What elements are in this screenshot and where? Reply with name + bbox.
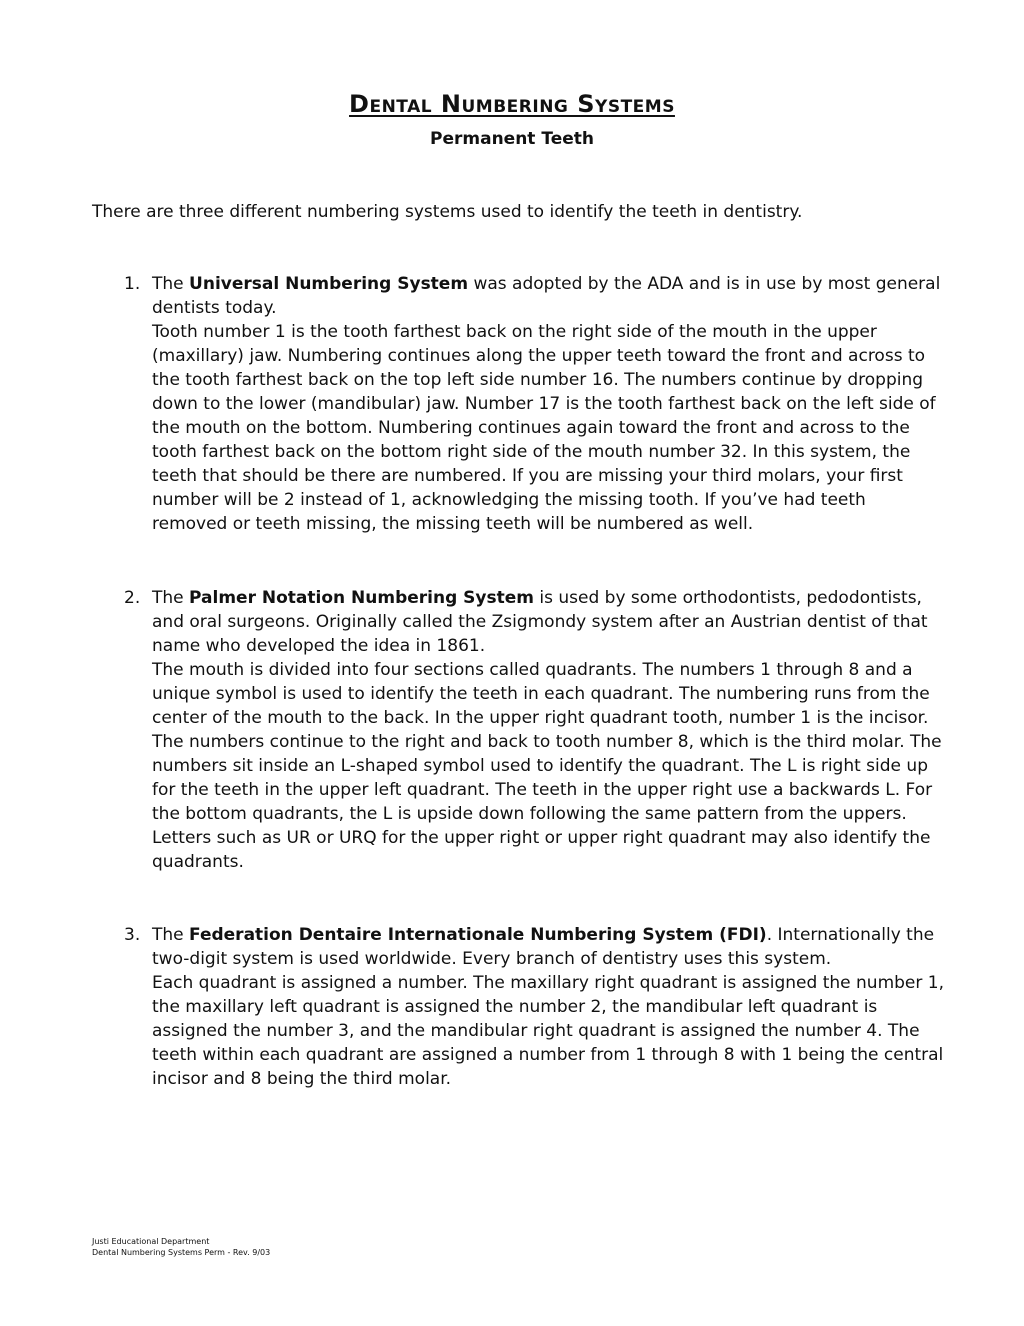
list-item-number: 1. <box>124 274 141 294</box>
footer-department: Justi Educational Department <box>92 1237 210 1246</box>
list-item-body <box>152 272 944 536</box>
lead-rest-text: is used by some orthodontists, pedodontists, and oral surgeons. Originally called the Zsigmondy system after an Austrian dentist of that name who developed the idea in 1861. <box>152 588 928 656</box>
list-item-description: Tooth number 1 is the tooth farthest back on the right side of the mouth in the upper (maxillary) jaw. Numbering continues along the upper teeth toward the front and across to the tooth farthest back on the top left side number 16. The numbers continue by dropping down to the lower (mandibular) jaw. Number 17 is the tooth farthest back on the left side of the mouth on the bottom. Numbering continues again toward the front and across to the tooth farthest back on the bottom right side of the mouth number 32. In this system, the teeth that should be there are numbered. If you are missing your third molars, your first number will be 2 instead of 1, acknowledging the missing tooth. If you’ve had teeth removed or teeth missing, the missing teeth will be numbered as well. <box>152 322 936 534</box>
list-item-body <box>152 586 944 874</box>
system-name: Universal Numbering System <box>189 274 469 294</box>
system-name: Palmer Notation Numbering System <box>189 588 534 608</box>
lead-rest-text: was adopted by the ADA and is in use by most general dentists today. <box>152 274 941 318</box>
page-title: Dental Numbering Systems <box>349 90 675 118</box>
list-item-universal <box>124 272 944 536</box>
intro-paragraph: There are three different numbering systems used to identify the teeth in dentistry. <box>92 202 803 222</box>
lead-text: The <box>152 588 190 608</box>
list-item-lead <box>152 586 944 658</box>
list-item-lead <box>152 923 944 971</box>
lead-text: The <box>152 925 190 945</box>
list-item-lead <box>152 272 944 320</box>
system-name: Federation Dentaire Internationale Numbering System (FDI) <box>189 925 767 945</box>
list-item-fdi <box>124 923 944 1091</box>
lead-text: The <box>152 274 190 294</box>
list-item-body <box>152 923 944 1091</box>
footer-revision: Dental Numbering Systems Perm - Rev. 9/03 <box>92 1248 271 1257</box>
page-subtitle: Permanent Teeth <box>430 129 594 149</box>
list-item-description: The mouth is divided into four sections called quadrants. The numbers 1 through 8 and a unique symbol is used to identify the teeth in each quadrant. The numbering runs from the center of the mouth to the back. In the upper right quadrant tooth, number 1 is the incisor. The numbers continue to the right and back to tooth number 8, which is the third molar. The numbers sit inside an L-shaped symbol used to identify the quadrant. The L is right side up for the teeth in the upper left quadrant. The teeth in the upper right use a backwards L. For the bottom quadrants, the L is upside down following the same pattern from the uppers. Letters such as UR or URQ for the upper right or upper right quadrant may also identify the quadrants. <box>152 660 942 872</box>
list-item-number: 2. <box>124 588 141 608</box>
page-footer <box>92 1236 270 1258</box>
list-item-palmer <box>124 586 944 874</box>
lead-rest-text: . Internationally the two-digit system is used worldwide. Every branch of dentistry uses this system. <box>152 925 935 969</box>
list-item-description: Each quadrant is assigned a number. The maxillary right quadrant is assigned the number 1, the maxillary left quadrant is assigned the number 2, the mandibular left quadrant is assigned the number 3, and the mandibular right quadrant is assigned the number 4. The teeth within each quadrant are assigned a number from 1 through 8 with 1 being the central incisor and 8 being the third molar. <box>152 973 944 1089</box>
list-item-number: 3. <box>124 925 141 945</box>
